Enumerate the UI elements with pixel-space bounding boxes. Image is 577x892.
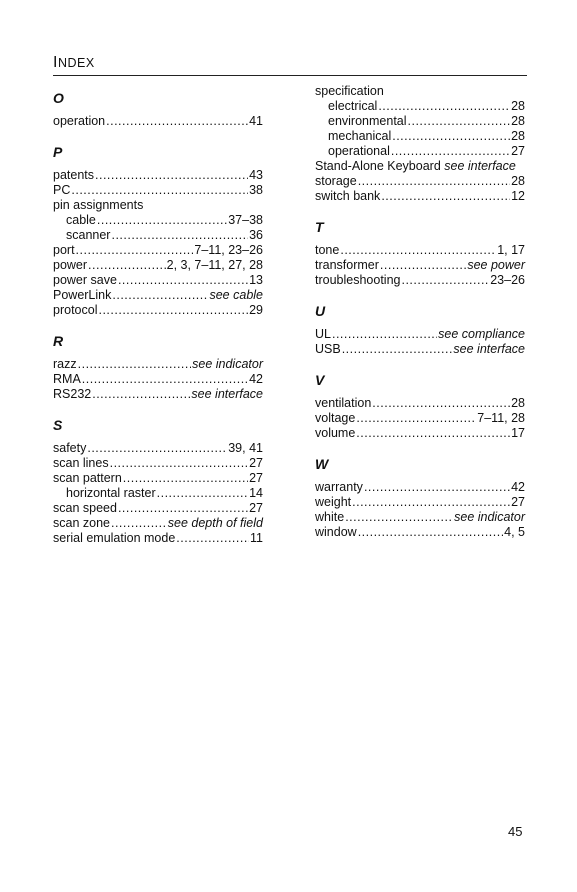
index-entry [315, 495, 525, 510]
page-reference: 13 [249, 273, 263, 287]
dot-leader [392, 129, 510, 144]
index-entry [53, 198, 263, 213]
section-letter: R [53, 333, 64, 349]
dot-leader [358, 174, 510, 189]
index-term: electrical [328, 99, 378, 113]
index-term: ventilation [315, 396, 372, 410]
page-reference: 37–38 [228, 213, 263, 227]
index-column-left [53, 84, 263, 555]
index-entry [315, 84, 525, 99]
index-entry [315, 342, 525, 357]
index-entry [315, 411, 525, 426]
dot-leader [112, 288, 208, 303]
section-letter: S [53, 417, 63, 433]
index-entry [53, 114, 263, 129]
page-reference: 28 [511, 99, 525, 113]
index-term: pin assignments [53, 198, 144, 212]
index-term: voltage [315, 411, 356, 425]
dot-leader [391, 144, 510, 159]
index-term: operational [328, 144, 390, 158]
dot-leader [380, 258, 466, 273]
index-subentry [53, 228, 263, 243]
cross-reference: see indicator [192, 357, 263, 371]
index-entry [53, 471, 263, 486]
index-term: scanner [66, 228, 111, 242]
index-term: warranty [315, 480, 363, 494]
index-term: transformer [315, 258, 379, 272]
page-reference: 7–11, 28 [477, 411, 525, 425]
page-title-rest: NDEX [57, 56, 95, 70]
page-reference: 12 [511, 189, 525, 203]
page-reference: 36 [249, 228, 263, 242]
page-reference: 43 [249, 168, 263, 182]
page-reference: 28 [511, 174, 525, 188]
page-reference: 23–26 [490, 273, 525, 287]
index-entry [315, 327, 525, 342]
page-reference: 29 [249, 303, 263, 317]
page-reference: 1, 17 [497, 243, 525, 257]
index-entry [53, 303, 263, 318]
page-reference: 27 [511, 495, 525, 509]
index-entry [53, 531, 263, 546]
page-reference: 42 [511, 480, 525, 494]
dot-leader [356, 426, 510, 441]
section-gap [315, 204, 525, 213]
index-term: razz [53, 357, 77, 371]
dot-leader [345, 510, 453, 525]
dot-leader [88, 258, 166, 273]
dot-leader [92, 387, 190, 402]
dot-leader [98, 303, 248, 318]
page-reference: 27 [249, 471, 263, 485]
section-gap [315, 357, 525, 366]
index-entry [315, 243, 525, 258]
index-entry [53, 243, 263, 258]
dot-leader [358, 525, 503, 540]
index-term: scan speed [53, 501, 117, 515]
dot-leader [111, 516, 167, 531]
index-entry [315, 189, 525, 204]
dot-leader [352, 495, 510, 510]
index-subentry [315, 114, 525, 129]
dot-leader [82, 372, 248, 387]
page-reference: 27 [249, 501, 263, 515]
cross-reference: see interface [191, 387, 263, 401]
dot-leader [408, 114, 511, 129]
index-entry [315, 258, 525, 273]
cross-reference: see indicator [454, 510, 525, 524]
index-term: PC [53, 183, 71, 197]
index-term: port [53, 243, 75, 257]
dot-leader [118, 273, 248, 288]
index-term: specification [315, 84, 384, 98]
page-reference: 11 [250, 531, 263, 545]
index-term: troubleshooting [315, 273, 401, 287]
page-number: 45 [508, 824, 523, 839]
dot-leader [118, 501, 248, 516]
index-term: switch bank [315, 189, 381, 203]
index-term: mechanical [328, 129, 392, 143]
page-reference: 4, 5 [504, 525, 525, 539]
index-term: weight [315, 495, 352, 509]
cross-reference: see depth of field [167, 516, 263, 530]
dot-leader [378, 99, 510, 114]
index-entry [315, 396, 525, 411]
index-term: scan pattern [53, 471, 122, 485]
dot-leader [111, 228, 248, 243]
page-reference: 28 [511, 129, 525, 143]
dot-leader [401, 273, 489, 288]
section-gap [315, 441, 525, 450]
index-entry [53, 288, 263, 303]
index-term: serial emulation mode [53, 531, 176, 545]
section-gap [53, 402, 263, 411]
index-entry [53, 357, 263, 372]
section-gap [53, 546, 263, 555]
dot-leader [381, 189, 510, 204]
index-entry [315, 480, 525, 495]
section-gap [315, 288, 525, 297]
dot-leader [340, 243, 496, 258]
index-entry [53, 501, 263, 516]
index-term: power [53, 258, 88, 272]
index-term: window [315, 525, 357, 539]
index-entry [315, 174, 525, 189]
index-entry [315, 525, 525, 540]
page-reference: 7–11, 23–26 [194, 243, 263, 257]
dot-leader [372, 396, 510, 411]
index-entry [315, 273, 525, 288]
dot-leader [76, 243, 194, 258]
section-letter: T [315, 219, 324, 235]
page-reference: 38 [249, 183, 263, 197]
index-term: scan zone [53, 516, 110, 530]
dot-leader [110, 456, 249, 471]
dot-leader [332, 327, 437, 342]
index-subentry [53, 486, 263, 501]
section-letter: W [315, 456, 329, 472]
cross-reference: see power [467, 258, 525, 272]
page-reference: 28 [511, 114, 525, 128]
index-subentry [53, 213, 263, 228]
index-term: white [315, 510, 345, 524]
page-title-initial: I [53, 54, 58, 71]
index-subentry [315, 99, 525, 114]
page-reference: 39, 41 [228, 441, 263, 455]
dot-leader [71, 183, 248, 198]
page-reference: 2, 3, 7–11, 27, 28 [166, 258, 263, 272]
index-term: safety [53, 441, 87, 455]
page-reference: 14 [249, 486, 263, 500]
dot-leader [106, 114, 248, 129]
index-entry [53, 441, 263, 456]
page-title [53, 54, 95, 72]
cross-reference: see cable [209, 288, 263, 302]
index-entry [53, 387, 263, 402]
page-reference: 42 [249, 372, 263, 386]
dot-leader [342, 342, 453, 357]
index-entry [53, 183, 263, 198]
index-term: RS232 [53, 387, 92, 401]
index-term: USB [315, 342, 341, 356]
index-term: Stand-Alone Keyboard [315, 159, 441, 173]
cross-reference: see interface [453, 342, 525, 356]
index-term: cable [66, 213, 96, 227]
dot-leader [123, 471, 248, 486]
index-entry [53, 372, 263, 387]
cross-reference: see interface [444, 159, 516, 173]
dot-leader [97, 213, 227, 228]
index-entry [53, 273, 263, 288]
page-header [53, 54, 527, 76]
section-gap [53, 129, 263, 138]
cross-reference: see compliance [438, 327, 525, 341]
page-reference: 27 [249, 456, 263, 470]
index-entry [315, 510, 525, 525]
index-term: tone [315, 243, 340, 257]
section-letter: P [53, 144, 63, 160]
section-letter: O [53, 90, 64, 106]
index-term: scan lines [53, 456, 109, 470]
index-entry [53, 258, 263, 273]
dot-leader [87, 441, 227, 456]
section-letter: V [315, 372, 325, 388]
index-term: UL [315, 327, 331, 341]
index-term: horizontal raster [66, 486, 156, 500]
dot-leader [176, 531, 249, 546]
dot-leader [157, 486, 248, 501]
section-letter: U [315, 303, 326, 319]
page-reference: 17 [511, 426, 525, 440]
dot-leader [95, 168, 248, 183]
index-entry [315, 426, 525, 441]
page-reference: 27 [511, 144, 525, 158]
dot-leader [356, 411, 476, 426]
index-entry [53, 168, 263, 183]
index-term: power save [53, 273, 117, 287]
index-term: storage [315, 174, 357, 188]
page-reference: 28 [511, 396, 525, 410]
dot-leader [364, 480, 510, 495]
index-term: protocol [53, 303, 98, 317]
index-entry [315, 159, 525, 174]
page-reference: 41 [249, 114, 263, 128]
index-entry [53, 456, 263, 471]
index-term: volume [315, 426, 356, 440]
dot-leader [78, 357, 192, 372]
index-subentry [315, 129, 525, 144]
index-entry [53, 516, 263, 531]
section-gap [315, 540, 525, 549]
index-term: patents [53, 168, 95, 182]
index-column-right [315, 84, 525, 549]
index-term: environmental [328, 114, 407, 128]
index-subentry [315, 144, 525, 159]
index-term: RMA [53, 372, 81, 386]
index-term: PowerLink [53, 288, 112, 302]
section-gap [53, 318, 263, 327]
index-term: operation [53, 114, 106, 128]
